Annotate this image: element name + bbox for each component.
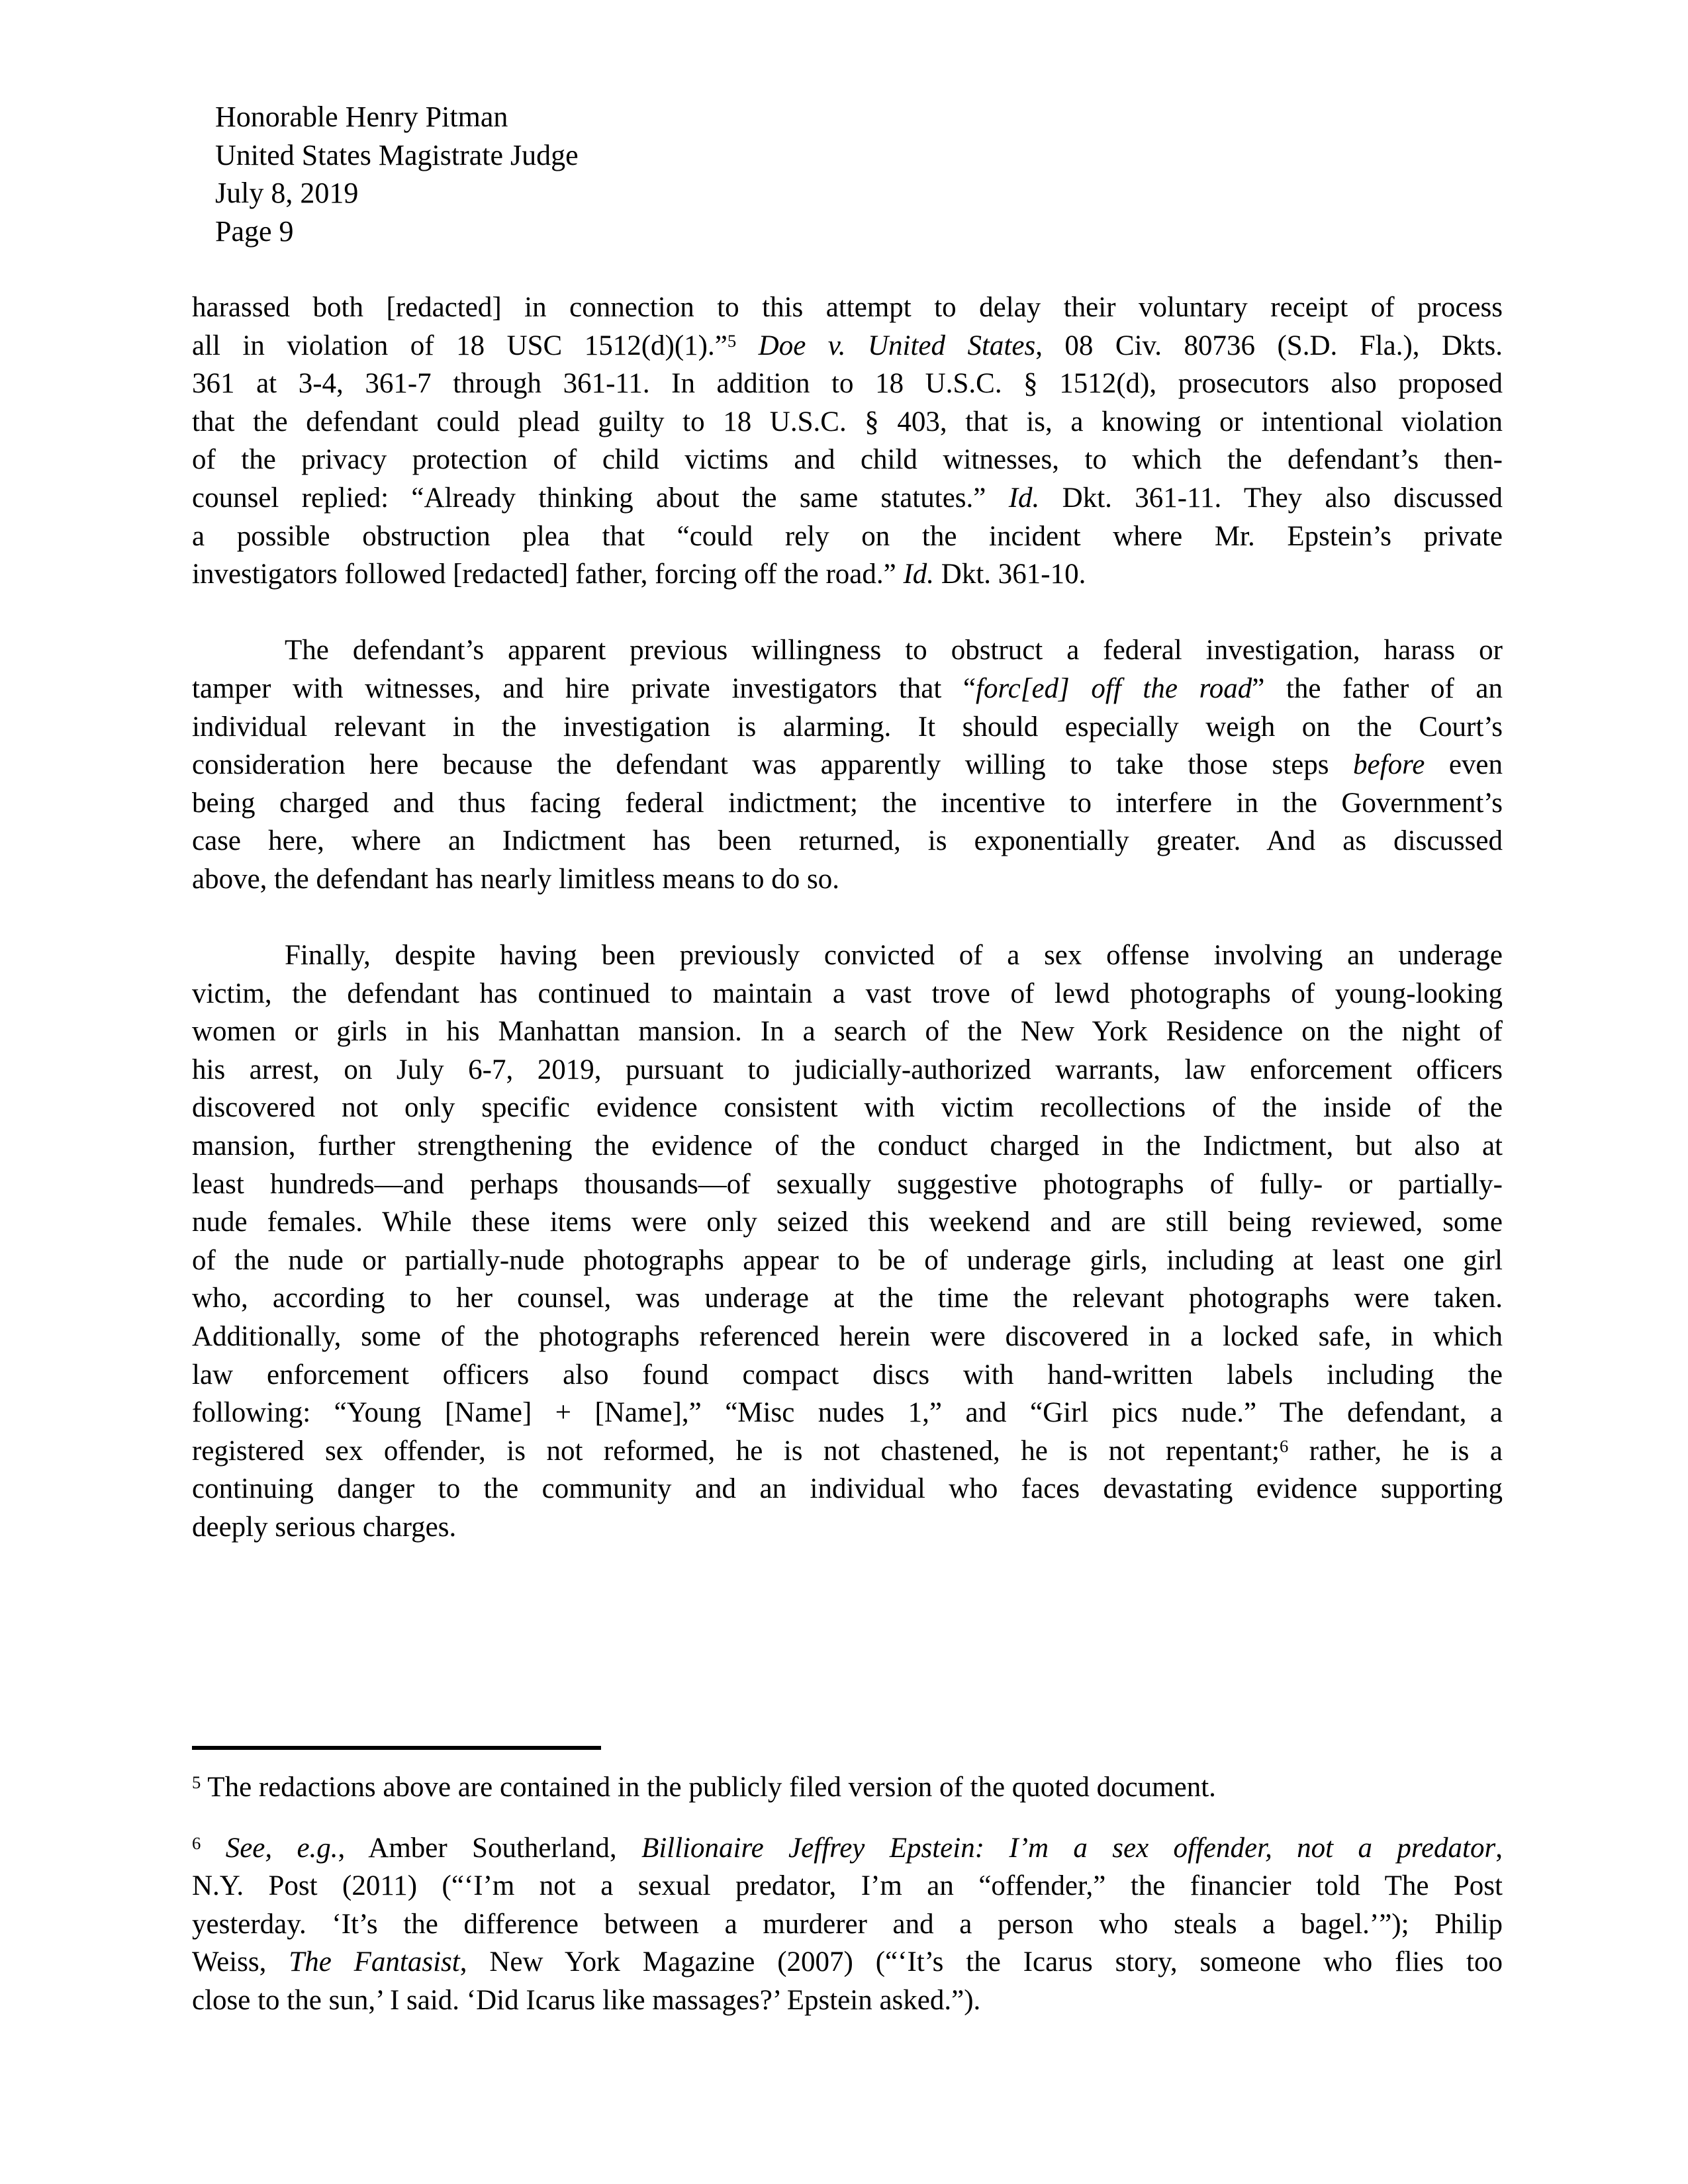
footnote-5	[192, 1768, 1503, 1807]
text-line	[192, 365, 1503, 403]
text-run: who, according to her counsel, was underage at the time the relevant photographs were taken.	[192, 1283, 1503, 1314]
italic-run: before	[1353, 749, 1425, 781]
text-run: Dkt. 361-11. They also discussed	[1039, 482, 1503, 514]
text-run: tamper with witnesses, and hire private investigators that “	[192, 672, 976, 704]
text-run: 361 at 3-4, 361-7 through 361-11. In addition to 18 U.S.C. § 1512(d), prosecutors also proposed	[192, 368, 1503, 400]
text-line	[192, 403, 1503, 441]
text-line	[192, 1242, 1503, 1280]
text-line	[192, 1508, 1503, 1547]
text-run: law enforcement officers also found compact discs with hand-written labels including the	[192, 1359, 1503, 1390]
text-run: his arrest, on July 6-7, 2019, pursuant to judicially-authorized warrants, law enforcement officers	[192, 1054, 1503, 1085]
letter-body	[192, 289, 1503, 1547]
header-recipient-name: Honorable Henry Pitman	[215, 101, 508, 133]
footnote-marker: 6	[192, 1833, 201, 1853]
text-run: even	[1425, 749, 1503, 781]
text-run: individual relevant in the investigation is alarming. It should especially weigh on the Court’s	[192, 711, 1503, 743]
text-line	[192, 1768, 1503, 1807]
text-run: following: “Young [Name] + [Name],” “Misc nudes 1,” and “Girl pics nude.” The defendant, a	[192, 1397, 1503, 1429]
letter-header	[215, 98, 579, 250]
text-line	[192, 1013, 1503, 1051]
text-run: close to the sun,’ I said. ‘Did Icarus like massages?’ Epstein asked.”).	[192, 1984, 981, 2016]
text-line	[192, 1203, 1503, 1242]
header-recipient-title: United States Magistrate Judge	[215, 138, 579, 171]
text-run: investigators followed [redacted] father, forcing off the road.”	[192, 559, 904, 590]
text-run: being charged and thus facing federal indictment; the incentive to interfere in the Government’s	[192, 787, 1503, 819]
italic-run: Doe v. United States	[758, 330, 1036, 361]
text-line	[192, 1470, 1503, 1508]
text-line	[192, 1089, 1503, 1127]
footnote-marker: 5	[727, 330, 737, 351]
footnote-marker: 5	[192, 1772, 201, 1793]
text-line	[192, 784, 1503, 823]
footnote-marker: 6	[1279, 1435, 1289, 1456]
header-page-number: Page 9	[215, 214, 294, 248]
header-date: July 8, 2019	[215, 177, 359, 210]
text-line	[192, 1981, 1503, 2020]
paragraph-2	[192, 631, 1503, 898]
text-line	[192, 1867, 1503, 1905]
footnote-separator	[192, 1746, 601, 1750]
text-line	[192, 479, 1503, 518]
text-run	[736, 330, 759, 361]
text-line	[192, 670, 1503, 708]
text-run: continuing danger to the community and an individual who faces devastating evidence supporting	[192, 1473, 1503, 1505]
text-run: , 08 Civ. 80736 (S.D. Fla.), Dkts.	[1035, 330, 1503, 361]
text-line	[192, 936, 1503, 975]
text-run: ,	[1495, 1832, 1503, 1864]
text-run: consideration here because the defendant was apparently willing to take those steps	[192, 749, 1354, 781]
italic-run: See, e.g.	[225, 1832, 338, 1864]
italic-run: Id.	[1008, 482, 1040, 514]
text-run: above, the defendant has nearly limitless means to do so.	[192, 863, 839, 895]
footnotes-list	[192, 1768, 1503, 2020]
paragraph-3	[192, 936, 1503, 1547]
italic-run: The Fantasist	[289, 1946, 460, 1978]
text-run: Additionally, some of the photographs referenced herein were discovered in a locked safe, in which	[192, 1321, 1503, 1353]
text-line	[192, 631, 1503, 670]
text-line	[192, 1165, 1503, 1204]
italic-run: forc[ed] off the road	[976, 672, 1252, 704]
text-run: all in violation of 18 USC 1512(d)(1).”	[192, 330, 727, 361]
text-run: registered sex offender, is not reformed, he is not chastened, he is not repentant;	[192, 1435, 1280, 1467]
text-line	[192, 289, 1503, 327]
text-line	[192, 1318, 1503, 1356]
text-run: rather, he is a	[1288, 1435, 1503, 1467]
text-run: harassed both [redacted] in connection to this attempt to delay their voluntary receipt of process	[192, 292, 1503, 323]
text-line	[192, 1943, 1503, 1981]
text-run: counsel replied: “Already thinking about the same statutes.”	[192, 482, 1009, 514]
text-line	[192, 746, 1503, 784]
text-run: Dkt. 361-10.	[934, 559, 1086, 590]
text-line	[192, 1051, 1503, 1089]
text-run: of the privacy protection of child victims and child witnesses, to which the defendant’s then-	[192, 444, 1503, 476]
text-run: case here, where an Indictment has been returned, is exponentially greater. And as discussed	[192, 825, 1503, 857]
text-run: The defendant’s apparent previous willingness to obstruct a federal investigation, harass or	[285, 635, 1503, 666]
text-run: mansion, further strengthening the evidence of the conduct charged in the Indictment, but also at	[192, 1130, 1503, 1162]
text-line	[192, 1127, 1503, 1165]
text-line	[192, 1356, 1503, 1394]
text-line	[192, 1829, 1503, 1868]
text-line	[192, 518, 1503, 556]
text-run: women or girls in his Manhattan mansion. In a search of the New York Residence on the night of	[192, 1016, 1503, 1048]
text-run: ” the father of an	[1252, 672, 1503, 704]
text-run: yesterday. ‘It’s the difference between a murderer and a person who steals a bagel.’”); Philip	[192, 1908, 1503, 1940]
paragraph-1	[192, 289, 1503, 594]
text-line	[192, 327, 1503, 365]
text-run: least hundreds—and perhaps thousands—of sexually suggestive photographs of fully- or partially-	[192, 1168, 1503, 1200]
text-line	[192, 860, 1503, 899]
text-run: Weiss,	[192, 1946, 289, 1978]
text-run: of the nude or partially-nude photographs appear to be of underage girls, including at least one girl	[192, 1244, 1503, 1276]
italic-run: Id.	[903, 559, 935, 590]
text-line	[192, 441, 1503, 479]
text-run: Finally, despite having been previously convicted of a sex offense involving an underage	[285, 940, 1503, 972]
text-run: nude females. While these items were only seized this weekend and are still being reviewed, some	[192, 1206, 1503, 1238]
text-run: , Amber Southerland,	[338, 1832, 641, 1864]
text-line	[192, 1432, 1503, 1471]
text-line	[192, 975, 1503, 1013]
text-line	[192, 822, 1503, 860]
footnote-6	[192, 1829, 1503, 2020]
text-line	[192, 1394, 1503, 1432]
italic-run: Billionaire Jeffrey Epstein: I’m a sex offender, not a predator	[641, 1832, 1496, 1864]
text-run: N.Y. Post (2011) (“‘I’m not a sexual predator, I’m an “offender,” the financier told The Post	[192, 1870, 1503, 1902]
text-line	[192, 1905, 1503, 1944]
text-line	[192, 555, 1503, 594]
text-run: that the defendant could plead guilty to 18 U.S.C. § 403, that is, a knowing or intentional violation	[192, 406, 1503, 437]
text-run: , New York Magazine (2007) (“‘It’s the Icarus story, someone who flies too	[459, 1946, 1503, 1978]
text-run: victim, the defendant has continued to maintain a vast trove of lewd photographs of young-looking	[192, 978, 1503, 1009]
text-line	[192, 708, 1503, 747]
text-run: The redactions above are contained in the publicly filed version of the quoted document.	[201, 1772, 1216, 1803]
text-line	[192, 1279, 1503, 1318]
text-run: a possible obstruction plea that “could rely on the incident where Mr. Epstein’s private	[192, 520, 1503, 552]
text-run: discovered not only specific evidence consistent with victim recollections of the inside of the	[192, 1092, 1503, 1124]
footnotes-section	[192, 1746, 1503, 2020]
text-run	[201, 1833, 225, 1864]
text-run: deeply serious charges.	[192, 1512, 457, 1543]
